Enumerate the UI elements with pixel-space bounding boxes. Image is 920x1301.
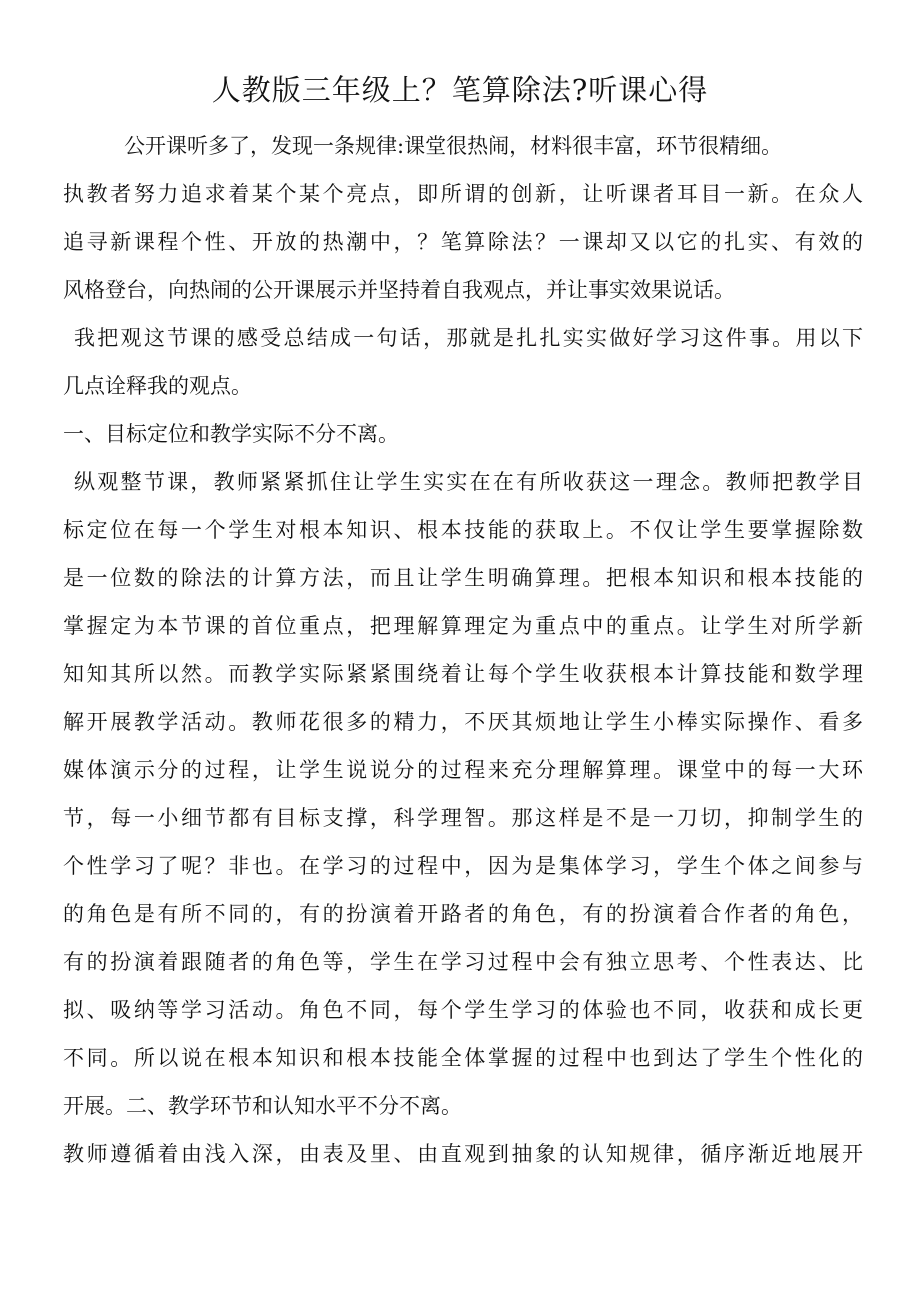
document-body bbox=[63, 122, 863, 1178]
paragraph-line: 解开展教学活动。教师花很多的精力，不厌其烦地让学生小棒实际操作、看多 bbox=[63, 710, 863, 734]
section-heading: 一、目标定位和教学实际不分不离。 bbox=[63, 422, 399, 446]
paragraph-line: 我把观这节课的感受总结成一句话，那就是扎扎实实做好学习这件事。用以下 bbox=[74, 326, 863, 350]
paragraph-line: 知知其所以然。而教学实际紧紧围绕着让每个学生收获根本计算技能和数学理 bbox=[63, 662, 863, 686]
document-title: 人教版三年级上？笔算除法?听课心得 bbox=[211, 73, 709, 107]
paragraph-line: 有的扮演着跟随者的角色等，学生在学习过程中会有独立思考、个性表达、比 bbox=[63, 950, 863, 974]
paragraph-line: 不同。所以说在根本知识和根本技能全体掌握的过程中也到达了学生个性化的 bbox=[63, 1046, 863, 1070]
paragraph-line: 标定位在每一个学生对根本知识、根本技能的获取上。不仅让学生要掌握除数 bbox=[63, 518, 863, 542]
paragraph-line: 掌握定为本节课的首位重点，把理解算理定为重点中的重点。让学生对所学新 bbox=[63, 614, 863, 638]
paragraph-line: 开展。二、教学环节和认知水平不分不离。 bbox=[63, 1094, 462, 1118]
paragraph-line: 纵观整节课，教师紧紧抓住让学生实实在在有所收获这一理念。教师把教学目 bbox=[74, 470, 863, 494]
paragraph-line: 几点诠释我的观点。 bbox=[63, 374, 252, 398]
paragraph-line: 拟、吸纳等学习活动。角色不同，每个学生学习的体验也不同，收获和成长更 bbox=[63, 998, 863, 1022]
paragraph-line: 追寻新课程个性、开放的热潮中，？笔算除法？一课却又以它的扎实、有效的 bbox=[63, 230, 863, 254]
paragraph-line: 执教者努力追求着某个某个亮点，即所谓的创新，让听课者耳目一新。在众人 bbox=[63, 182, 863, 206]
paragraph-line: 媒体演示分的过程，让学生说说分的过程来充分理解算理。课堂中的每一大环 bbox=[63, 758, 863, 782]
paragraph-line: 节，每一小细节都有目标支撑，科学理智。那这样是不是一刀切，抑制学生的 bbox=[63, 806, 863, 830]
paragraph-line: 风格登台，向热闹的公开课展示并坚持着自我观点，并让事实效果说话。 bbox=[63, 278, 735, 302]
paragraph-line: 的角色是有所不同的，有的扮演着开路者的角色，有的扮演着合作者的角色， bbox=[63, 902, 863, 926]
paragraph-line: 教师遵循着由浅入深，由表及里、由直观到抽象的认知规律，循序渐近地展开 bbox=[63, 1142, 863, 1166]
paragraph-line: 公开课听多了，发现一条规律:课堂很热闹，材料很丰富，环节很精细。 bbox=[124, 134, 783, 158]
paragraph-line: 个性学习了呢？非也。在学习的过程中，因为是集体学习，学生个体之间参与 bbox=[63, 854, 863, 878]
paragraph-line: 是一位数的除法的计算方法，而且让学生明确算理。把根本知识和根本技能的 bbox=[63, 566, 863, 590]
